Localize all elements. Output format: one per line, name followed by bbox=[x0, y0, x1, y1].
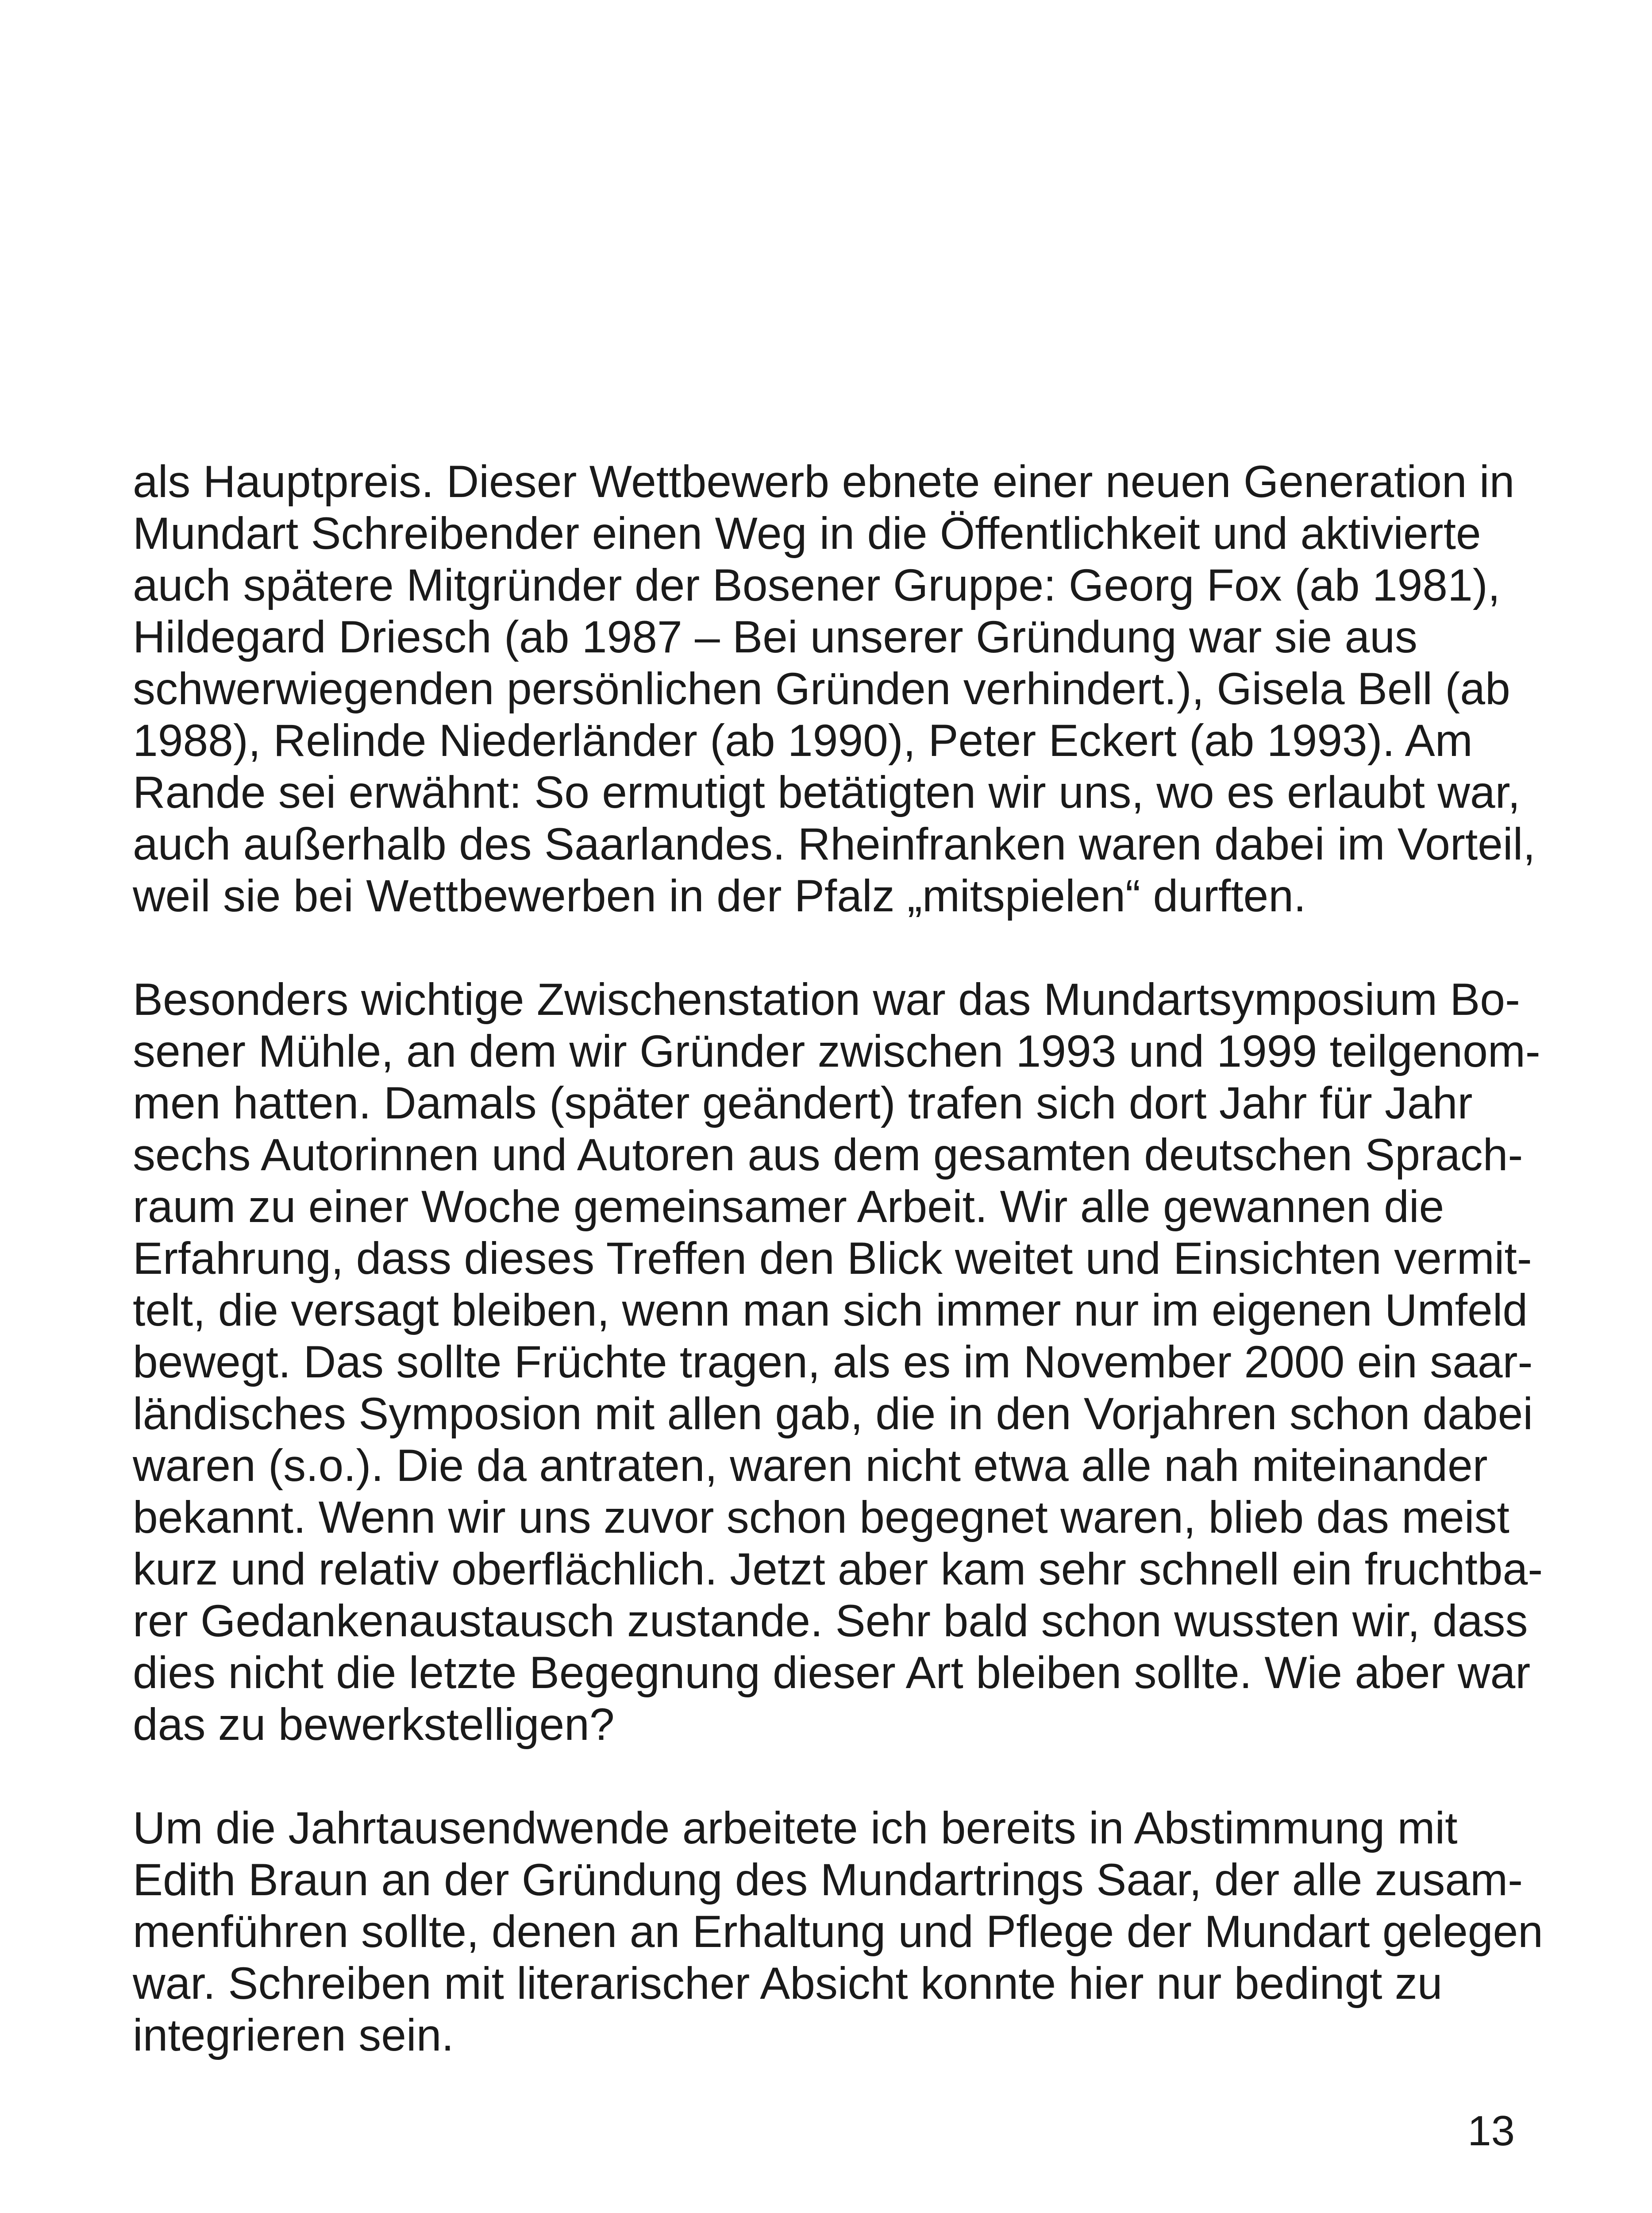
text-line: telt, die versagt bleiben, wenn man sich immer nur im eigenen Umfeld bbox=[133, 1285, 1528, 1335]
text-line: ländisches Symposion mit allen gab, die in den Vorjahren schon dabei bbox=[133, 1388, 1533, 1439]
text-line: sechs Autorinnen und Autoren aus dem gesamten deutschen Sprach- bbox=[133, 1130, 1523, 1180]
text-line: raum zu einer Woche gemeinsamer Arbeit. Wir alle gewannen die bbox=[133, 1181, 1444, 1232]
text-line: dies nicht die letzte Begegnung dieser Art bleiben sollte. Wie aber war bbox=[133, 1647, 1531, 1698]
text-line: 1988), Relinde Niederländer (ab 1990), Peter Eckert (ab 1993). Am bbox=[133, 715, 1473, 766]
page-number: 13 bbox=[1467, 2107, 1515, 2155]
text-line: weil sie bei Wettbewerben in der Pfalz „mitspielen“ durften. bbox=[133, 871, 1306, 921]
paragraph bbox=[133, 456, 1536, 922]
text-line: menführen sollte, denen an Erhaltung und Pflege der Mundart gelegen bbox=[133, 1906, 1543, 1957]
text-line: schwerwiegenden persönlichen Gründen verhindert.), Gisela Bell (ab bbox=[133, 663, 1510, 714]
text-line: waren (s.o.). Die da antraten, waren nicht etwa alle nah miteinander bbox=[133, 1440, 1488, 1491]
text-line: Edith Braun an der Gründung des Mundartrings Saar, der alle zusam- bbox=[133, 1854, 1523, 1905]
text-line: Erfahrung, dass dieses Treffen den Blick weitet und Einsichten vermit- bbox=[133, 1233, 1532, 1284]
text-line: auch spätere Mitgründer der Bosener Gruppe: Georg Fox (ab 1981), bbox=[133, 560, 1501, 610]
text-line: Besonders wichtige Zwischenstation war das Mundartsymposium Bo- bbox=[133, 974, 1521, 1025]
text-line: Hildegard Driesch (ab 1987 – Bei unserer Gründung war sie aus bbox=[133, 612, 1417, 662]
text-line: kurz und relativ oberflächlich. Jetzt aber kam sehr schnell ein fruchtba- bbox=[133, 1544, 1543, 1594]
text-line: als Hauptpreis. Dieser Wettbewerb ebnete einer neuen Generation in bbox=[133, 456, 1515, 507]
text-line: auch außerhalb des Saarlandes. Rheinfranken waren dabei im Vorteil, bbox=[133, 819, 1536, 869]
text-line: integrieren sein. bbox=[133, 2010, 454, 2060]
text-line: sener Mühle, an dem wir Gründer zwischen 1993 und 1999 teilgenom- bbox=[133, 1026, 1540, 1076]
paragraph-gap bbox=[133, 922, 1522, 974]
text-line: rer Gedankenaustausch zustande. Sehr bald schon wussten wir, dass bbox=[133, 1596, 1528, 1646]
text-line: bekannt. Wenn wir uns zuvor schon begegnet waren, blieb das meist bbox=[133, 1492, 1510, 1542]
text-line: Rande sei erwähnt: So ermutigt betätigten wir uns, wo es erlaubt war, bbox=[133, 767, 1521, 817]
paragraph bbox=[133, 974, 1543, 1750]
text-line: Mundart Schreibender einen Weg in die Öffentlichkeit und aktivierte bbox=[133, 508, 1481, 559]
text-line: men hatten. Damals (später geändert) trafen sich dort Jahr für Jahr bbox=[133, 1078, 1473, 1128]
text-line: war. Schreiben mit literarischer Absicht konnte hier nur bedingt zu bbox=[133, 1958, 1443, 2009]
paragraph bbox=[133, 1802, 1543, 2061]
body-text bbox=[133, 456, 1543, 2061]
text-line: bewegt. Das sollte Früchte tragen, als es im November 2000 ein saar- bbox=[133, 1337, 1533, 1387]
paragraph-gap bbox=[133, 1750, 1522, 1802]
text-line: das zu bewerkstelligen? bbox=[133, 1699, 615, 1750]
text-line: Um die Jahrtausendwende arbeitete ich bereits in Abstimmung mit bbox=[133, 1803, 1458, 1853]
